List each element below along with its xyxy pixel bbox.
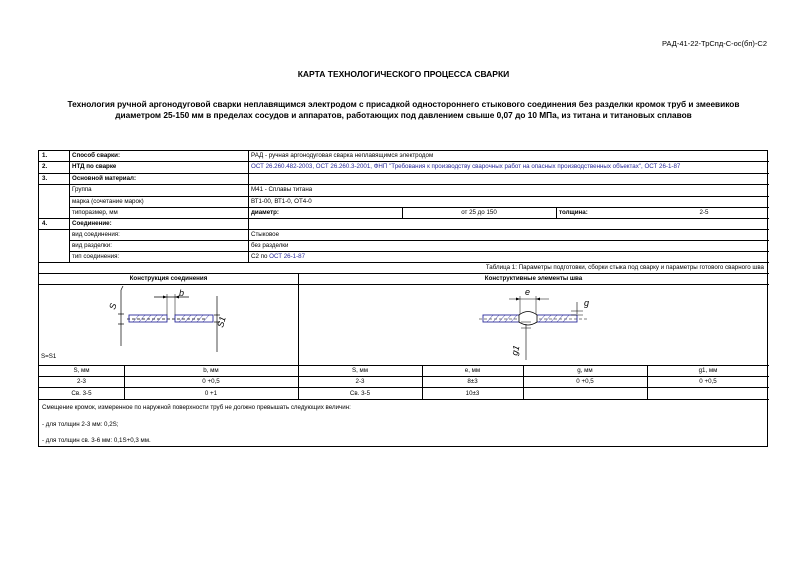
param-cell: 0 +1 (204, 390, 218, 397)
joint-type-value: Стыковое (251, 231, 280, 238)
page-title: КАРТА ТЕХНОЛОГИЧЕСКОГО ПРОЦЕССА СВАРКИ (297, 69, 510, 79)
group-label: Группа (72, 186, 92, 193)
joint-type-label: вид соединения: (72, 231, 120, 238)
document-code: РАД-41-22-ТрСпд-С-ос(бп)-С2 (662, 39, 767, 48)
joint-design-title: Конструкция соединения (129, 275, 208, 282)
base-material-label: Основной материал: (72, 175, 137, 182)
param-header-g: g, мм (577, 367, 593, 374)
edge-offset-note-thick: - для толщин св. 3-6 мм: 0,1S+0,3 мм. (42, 437, 151, 444)
dim-g-label: g (584, 298, 590, 308)
dim-s-label: S (107, 302, 119, 311)
param-cell: Св. 3-5 (71, 390, 92, 397)
joint-code-label: тип соединения: (72, 253, 120, 260)
row-2-number: 2. (42, 163, 48, 170)
weld-elements-title: Конструктивные элементы шва (484, 275, 583, 282)
thickness-value: 2-5 (699, 209, 709, 216)
grade-value: ВТ1-00, ВТ1-0, ОТ4-0 (251, 198, 312, 205)
diameter-label: диаметр: (251, 209, 279, 216)
welding-method-value: РАД - ручная аргонодуговая сварка неплавящимся электродом (251, 152, 434, 159)
dim-e-label: e (525, 287, 531, 297)
param-cell: 8±3 (467, 378, 478, 385)
param-header-s-right: S, мм (351, 367, 369, 374)
size-label: типоразмер, мм (72, 209, 118, 216)
thickness-label: толщина: (559, 209, 588, 216)
subtitle-line-2: диаметром 25-150 мм в пределах сосудов и аппаратов, работающих под давлением свыше 0,07 до 10 МПа, из титана и титановых сплавов (115, 110, 692, 120)
subtitle-line-1: Технология ручной аргонодуговой сварки неплавящимся электродом с присадкой одностороннего стыкового соединения без разделки кромок труб и змеевиков (67, 99, 740, 109)
group-value: М41 - Сплавы титана (251, 186, 313, 193)
joint-label: Соединение: (72, 220, 112, 227)
technology-description (20, 99, 787, 121)
param-cell: 0 +0,5 (202, 378, 220, 385)
dim-b-label: b (179, 288, 185, 298)
welding-standards-label: НТД по сварке (72, 163, 117, 170)
groove-value: без разделки (251, 242, 289, 249)
dim-g1-label: g1 (509, 344, 522, 357)
welding-standards-links[interactable]: ОСТ 26.260.482-2003, ОСТ 26.260.3-2001, ФНП "Требования к производству сварочных работ на опасных производственных объектах", ОСТ 26-1-87 (251, 163, 681, 170)
param-header-g1: g1, мм (698, 367, 718, 374)
diameter-value: от 25 до 150 (461, 209, 497, 216)
joint-design-sketch (99, 286, 249, 354)
row-4-number: 4. (42, 220, 48, 227)
weld-elements-sketch (469, 284, 599, 364)
thickness-equality-note: S=S1 (41, 353, 57, 360)
edge-offset-note-thin: - для толщин 2-3 мм: 0,2S; (42, 421, 119, 428)
param-cell: 0 +0,5 (576, 378, 594, 385)
param-cell: 2-3 (77, 378, 86, 385)
groove-label: вид разделки: (72, 242, 112, 249)
grade-label: марка (сочетание марок) (72, 198, 144, 205)
edge-offset-note: Смещение кромок, измеренное по наружной поверхности труб не должно превышать следующих величин: (42, 404, 351, 411)
param-cell: Св. 3-5 (349, 390, 371, 397)
process-card-table (38, 150, 768, 447)
row-3-number: 3. (42, 175, 48, 182)
dim-s1-label: S1 (215, 315, 228, 329)
joint-code-value (251, 253, 305, 261)
param-header-e: e, мм (464, 367, 481, 374)
table-caption: Таблица 1: Параметры подготовки, сборки стыка под сварку и параметры готового сварного шва (485, 264, 764, 271)
param-cell: 0 +0,5 (699, 378, 717, 385)
param-cell: 2-3 (355, 378, 365, 385)
param-cell: 10±3 (465, 390, 480, 397)
joint-code-prefix: С2 по (251, 253, 268, 260)
row-1-number: 1. (42, 152, 48, 159)
param-header-s-left: S, мм (73, 367, 90, 374)
joint-code-standard-link[interactable]: ОСТ 26-1-87 (269, 253, 306, 260)
param-header-b: b, мм (203, 367, 219, 374)
welding-method-label: Способ сварки: (72, 152, 121, 159)
